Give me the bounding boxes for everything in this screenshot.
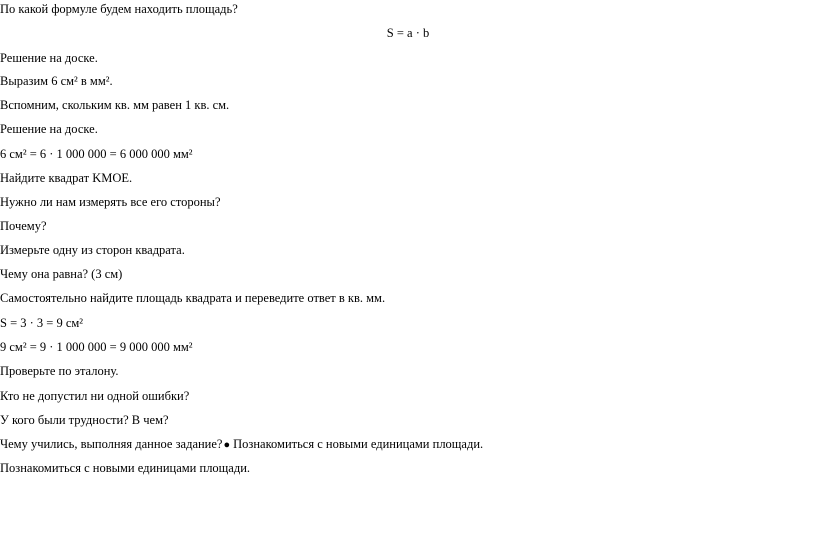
doc-line-measure-question: Нужно ли нам измерять все его стороны? <box>0 195 221 209</box>
doc-line-conversion-6: 6 см² = 6 · 1 000 000 = 6 000 000 мм² <box>0 147 193 161</box>
doc-line-difficulties: У кого были трудности? В чем? <box>0 413 169 427</box>
doc-line-measure-side: Измерьте одну из сторон квадрата. <box>0 243 185 257</box>
doc-line-solution-board-2: Решение на доске. <box>0 122 98 136</box>
doc-line-no-errors: Кто не допустил ни одной ошибки? <box>0 389 190 403</box>
doc-line-learned <box>0 437 483 452</box>
doc-line-solution-board: Решение на доске. <box>0 51 98 65</box>
bullet-icon: ● <box>223 439 231 451</box>
doc-line-conversion-9: 9 см² = 9 · 1 000 000 = 9 000 000 мм² <box>0 340 193 354</box>
doc-line-express-units: Выразим 6 см² в мм². <box>0 74 113 88</box>
doc-line-question-formula: По какой формуле будем находить площадь? <box>0 2 238 16</box>
doc-line-formula: S = a · b <box>386 26 430 40</box>
doc-line-independent-task: Самостоятельно найдите площадь квадрата и переведите ответ в кв. мм. <box>0 291 386 305</box>
doc-line-why: Почему? <box>0 219 47 233</box>
doc-learned-answer: Познакомиться с новыми единицами площади. <box>233 437 484 451</box>
doc-line-area-calc: S = 3 · 3 = 9 см² <box>0 316 84 330</box>
doc-line-side-value: Чему она равна? (3 см) <box>0 267 123 281</box>
doc-line-find-square: Найдите квадрат KMOE. <box>0 171 133 185</box>
doc-line-goal: Познакомиться с новыми единицами площади. <box>0 461 251 475</box>
doc-line-recall-units: Вспомним, скольким кв. мм равен 1 кв. см. <box>0 98 230 112</box>
doc-line-check-standard: Проверьте по эталону. <box>0 364 119 378</box>
doc-learned-question: Чему учились, выполняя данное задание? <box>0 437 223 451</box>
